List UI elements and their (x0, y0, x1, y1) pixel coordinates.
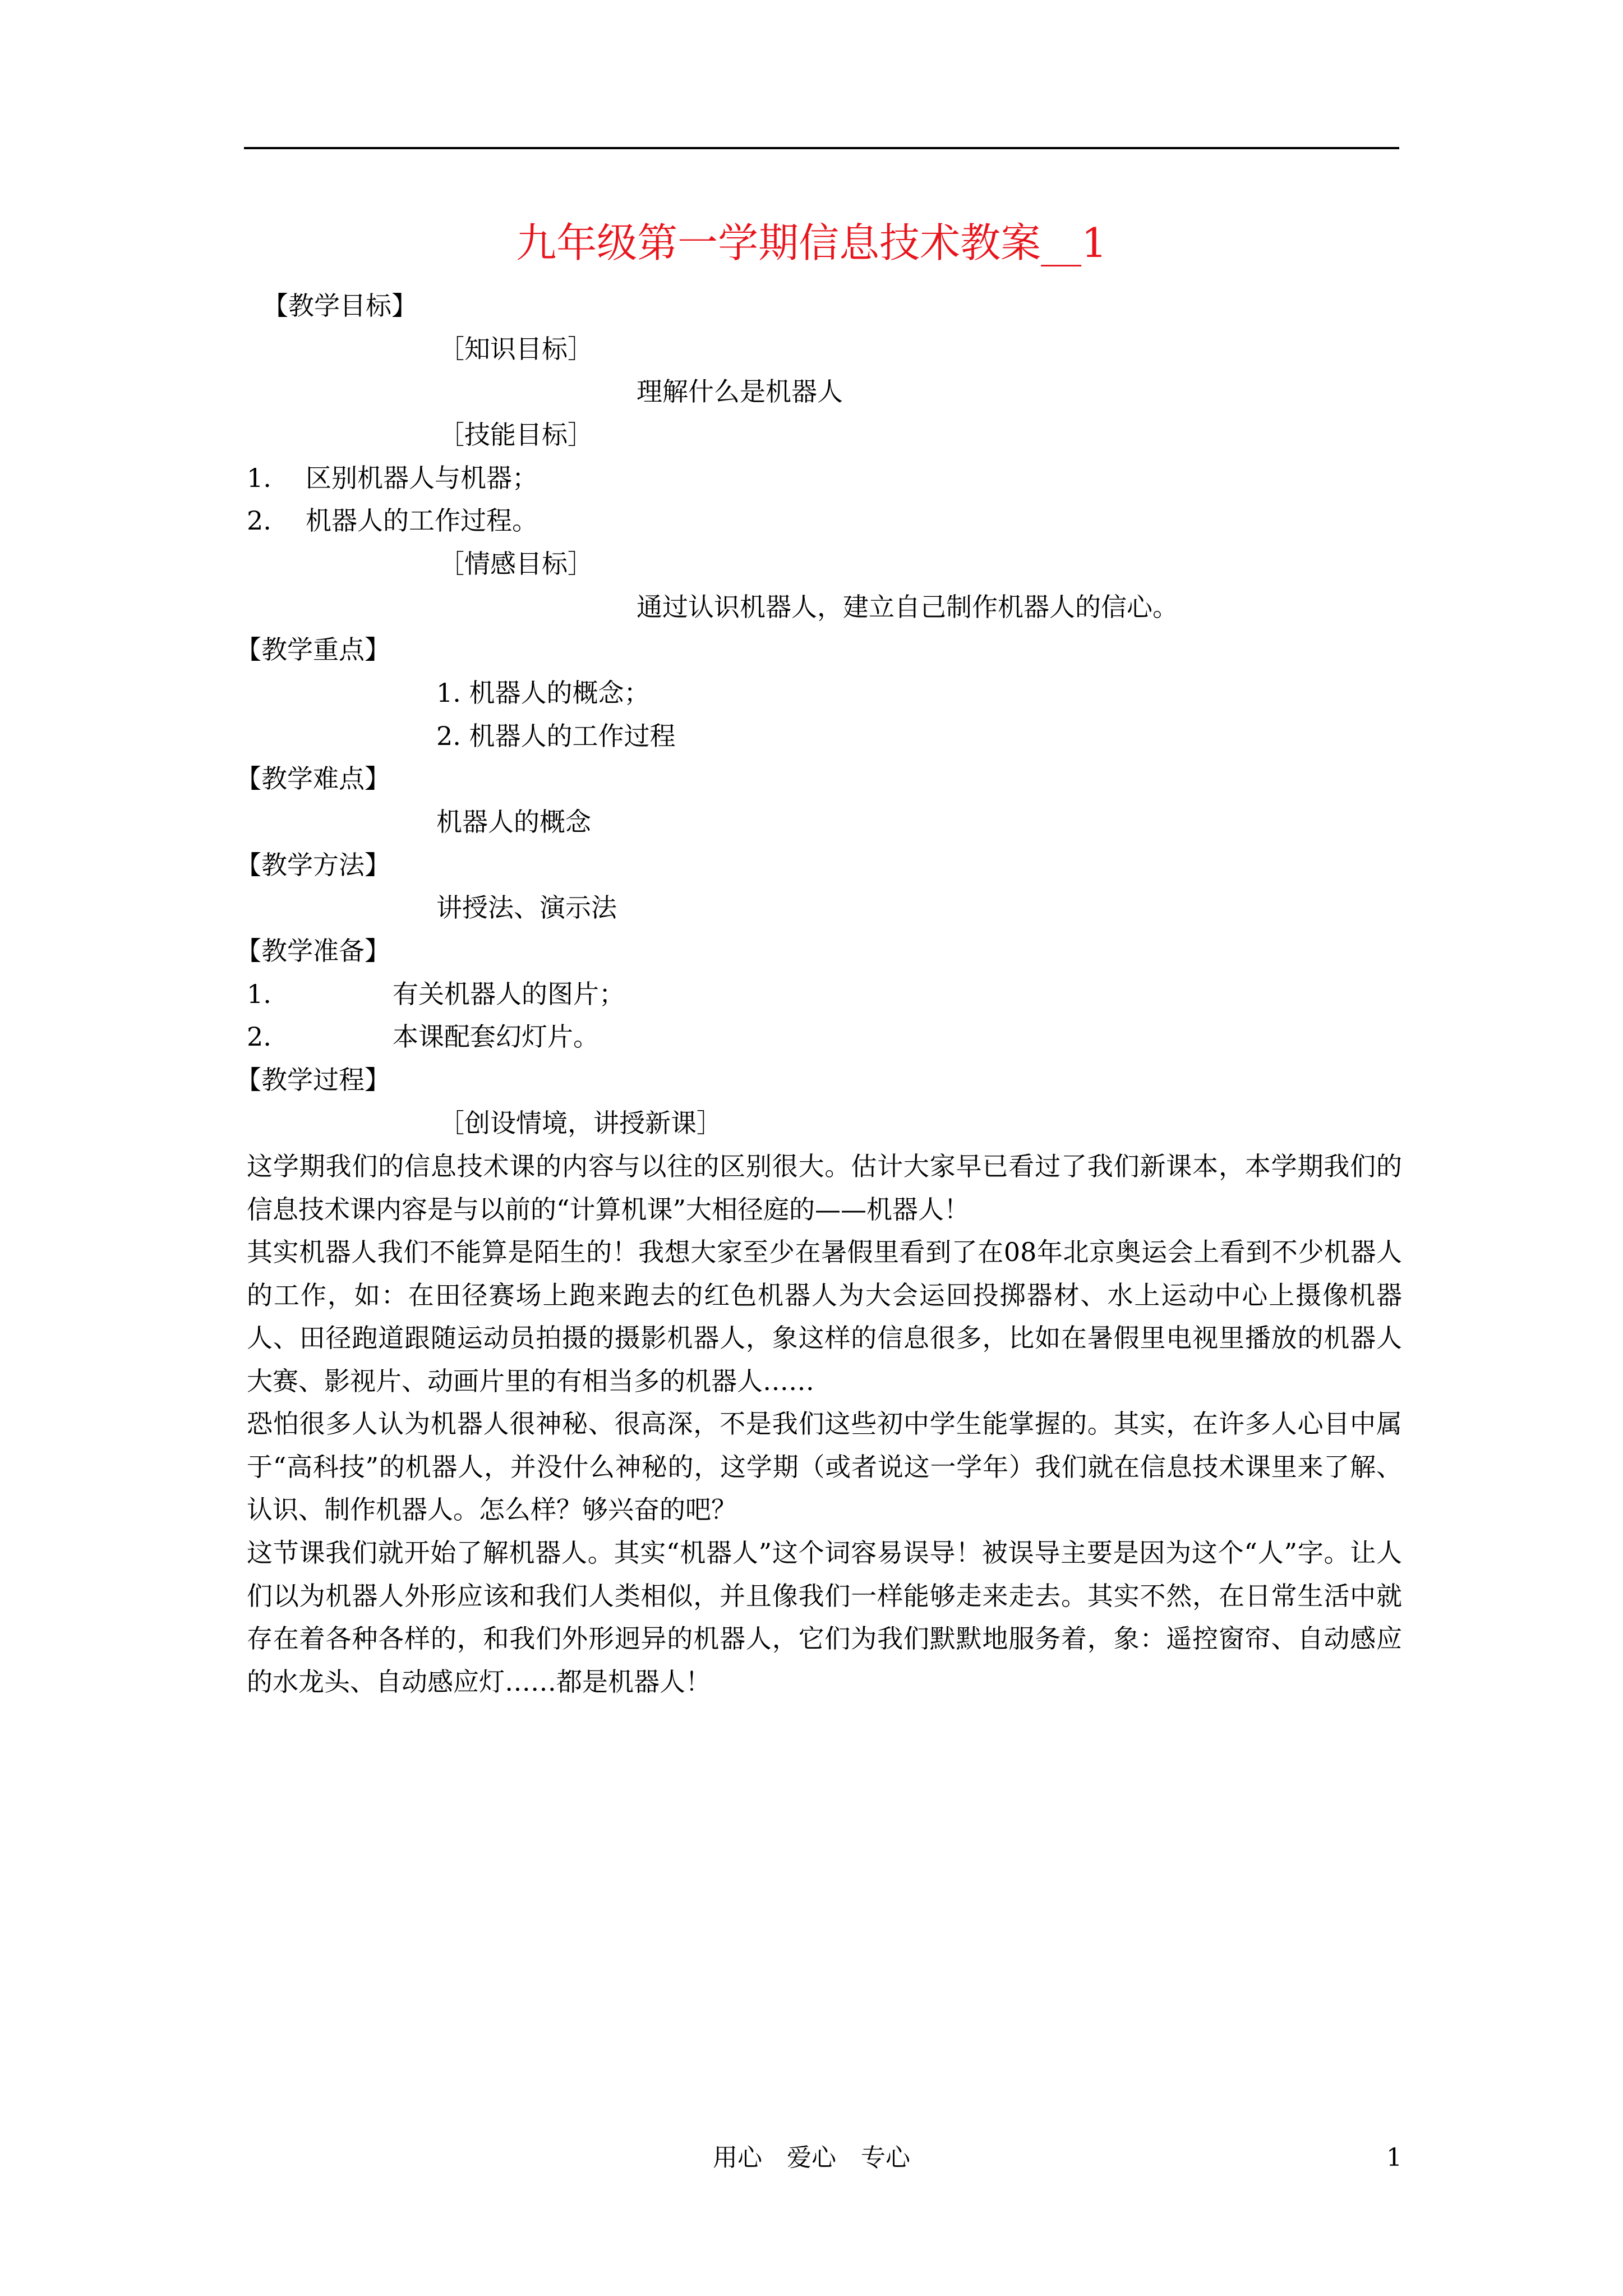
process-sub-label: ［创设情境，讲授新课］ (439, 1108, 722, 1138)
preparation-item-number: 2. (247, 1022, 271, 1052)
difficulties-text: 机器人的概念 (436, 807, 591, 837)
footer-motto: 用心 爱心 专心 (713, 2143, 910, 2172)
skill-label: ［技能目标］ (439, 420, 593, 450)
skill-item-text: 区别机器人与机器； (306, 463, 538, 493)
skill-item-number: 2. (247, 505, 271, 536)
process-paragraph: 这节课我们就开始了解机器人。其实“机器人”这个词容易误导！被误导主要是因为这个“人”字。让人们以为机器人外形应该和我们人类相似，并且像我们一样能够走来走去。其实不然，在日常生活中就存在着各种各样的，和我们外形迥异的机器人，它们为我们默默地服务着，象：遥控窗帘、自动感应的水龙头、自动感应灯……都是机器人！ (247, 1538, 1402, 1697)
key-points-heading: 【教学重点】 (236, 634, 390, 665)
preparation-heading: 【教学准备】 (236, 936, 390, 966)
preparation-item-text: 本课配套幻灯片。 (393, 1022, 599, 1052)
page-number: 1 (1386, 2143, 1402, 2172)
process-paragraph: 恐怕很多人认为机器人很神秘、很高深，不是我们这些初中学生能掌握的。其实，在许多人心目中属于“高科技”的机器人，并没什么神秘的，这学期（或者说这一学年）我们就在信息技术课里来了解、认识、制作机器人。怎么样？够兴奋的吧？ (247, 1409, 1402, 1525)
process-heading: 【教学过程】 (236, 1065, 390, 1095)
methods-heading: 【教学方法】 (236, 850, 390, 880)
key-point-item: 2. 机器人的工作过程 (436, 721, 676, 751)
skill-item-number: 1. (247, 463, 271, 493)
knowledge-label: ［知识目标］ (439, 334, 593, 364)
process-paragraph: 其实机器人我们不能算是陌生的！我想大家至少在暑假里看到了在08年北京奥运会上看到不少机器人的工作，如：在田径赛场上跑来跑去的红色机器人为大会运回投掷器材、水上运动中心上摄像机器人、田径跑道跟随运动员拍摄的摄影机器人，象这样的信息很多，比如在暑假里电视里播放的机器人大赛、影视片、动画片里的有相当多的机器人…… (247, 1237, 1402, 1396)
skill-item-text: 机器人的工作过程。 (306, 505, 538, 536)
objectives-heading: 【教学目标】 (262, 291, 417, 321)
emotion-label: ［情感目标］ (439, 549, 593, 579)
header-rule (244, 147, 1399, 149)
preparation-item-text: 有关机器人的图片； (393, 979, 625, 1009)
methods-text: 讲授法、演示法 (436, 892, 617, 923)
document-title: 九年级第一学期信息技术教案__1 (516, 219, 1107, 266)
difficulties-heading: 【教学难点】 (236, 763, 390, 794)
emotion-text: 通过认识机器人，建立自己制作机器人的信心。 (637, 592, 1178, 622)
knowledge-text: 理解什么是机器人 (637, 376, 843, 407)
preparation-item-number: 1. (247, 979, 271, 1009)
key-point-item: 1. 机器人的概念； (436, 678, 650, 708)
process-paragraph: 这学期我们的信息技术课的内容与以往的区别很大。估计大家早已看过了我们新课本，本学期我们的信息技术课内容是与以前的“计算机课”大相径庭的——机器人！ (247, 1151, 1402, 1225)
